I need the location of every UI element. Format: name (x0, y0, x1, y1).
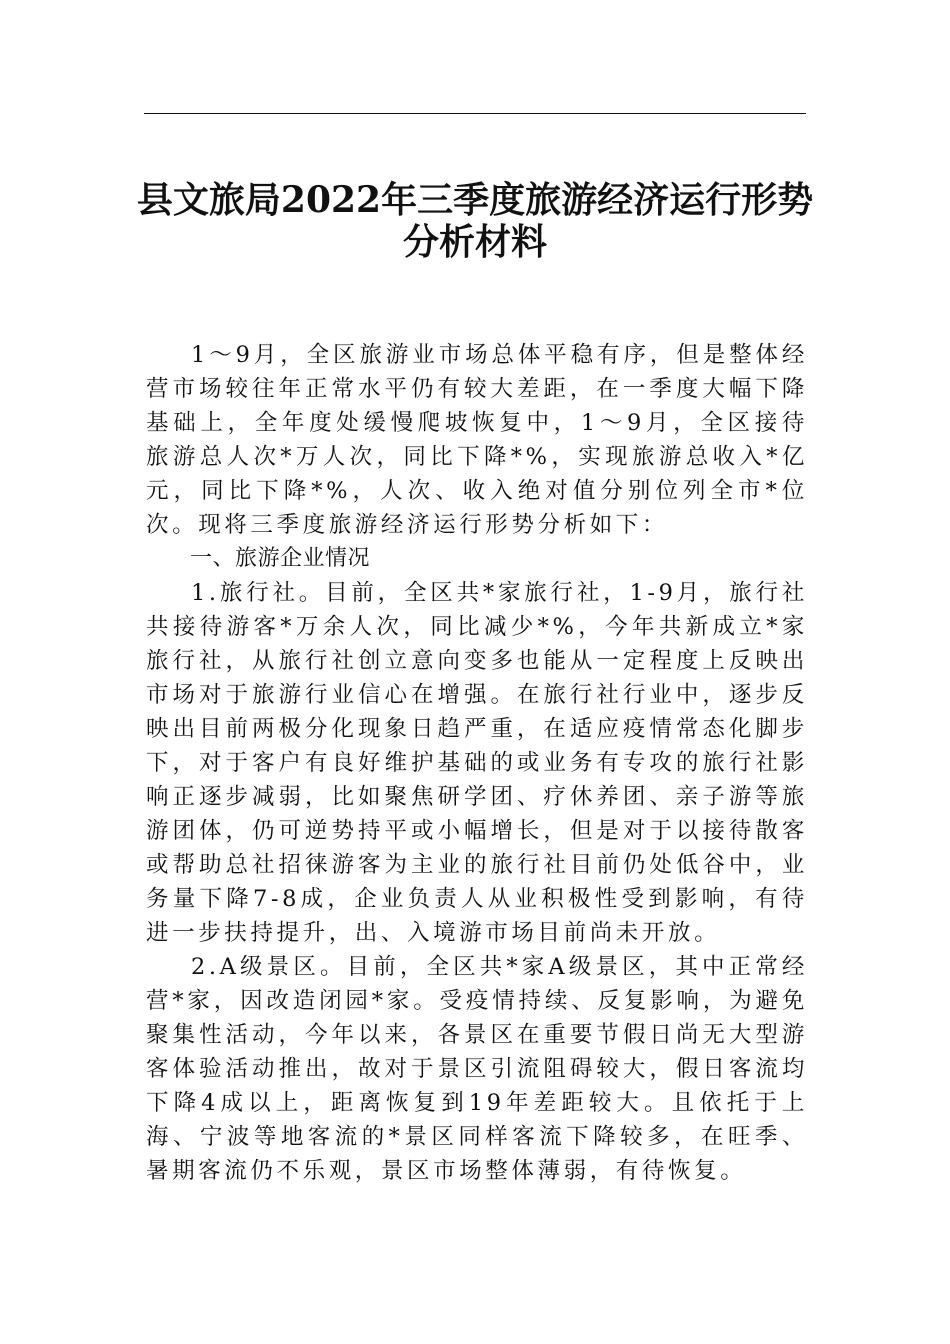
scenic-area-paragraph: 2.A级景区。目前，全区共*家A级景区，其中正常经营*家，因改造闭园*家。受疫情持续、反复影响，为避免聚集性活动，今年以来，各景区在重要节假日尚无大型游客体验活动推出，故对于景区引流阻碍较大，假日客流均下降4成以上，距离恢复到19年差距较大。且依托于上海、宁波等地客流的*景区同样客流下降较多，在旺季、暑期客流仍不乐观，景区市场整体薄弱，有待恢复。 (146, 954, 808, 1184)
document-title-line-2: 分析材料 (402, 221, 547, 263)
intro-paragraph: 1～9月，全区旅游业市场总体平稳有序，但是整体经营市场较往年正常水平仍有较大差距，在一季度大幅下降基础上，全年度处缓慢爬坡恢复中，1～9月，全区接待旅游总人次*万人次，同比下降*%，实现旅游总收入*亿元，同比下降*%，人次、收入绝对值分别位列全市*位次。现将三季度旅游经济运行形势分析如下： (146, 342, 808, 538)
header-divider (144, 113, 806, 114)
document-title-line-1: 县文旅局2022年三季度旅游经济运行形势 (136, 179, 814, 221)
section-heading-enterprises: 一、旅游企业情况 (190, 546, 371, 571)
document-body (146, 338, 808, 1188)
travel-agency-paragraph: 1.旅行社。目前，全区共*家旅行社，1-9月，旅行社共接待游客*万余人次，同比减少*%，今年共新成立*家旅行社，从旅行社创立意向变多也能从一定程度上反映出市场对于旅游行业信心在增强。在旅行社行业中，逐步反映出目前两极分化现象日趋严重，在适应疫情常态化脚步下，对于客户有良好维护基础的或业务有专攻的旅行社影响正逐步减弱，比如聚焦研学团、疗休养团、亲子游等旅游团体，仍可逆势持平或小幅增长，但是对于以接待散客或帮助总社招徕游客为主业的旅行社目前仍处低谷中，业务量下降7-8成，企业负责人从业积极性受到影响，有待进一步扶持提升，出、入境游市场目前尚未开放。 (146, 580, 808, 946)
